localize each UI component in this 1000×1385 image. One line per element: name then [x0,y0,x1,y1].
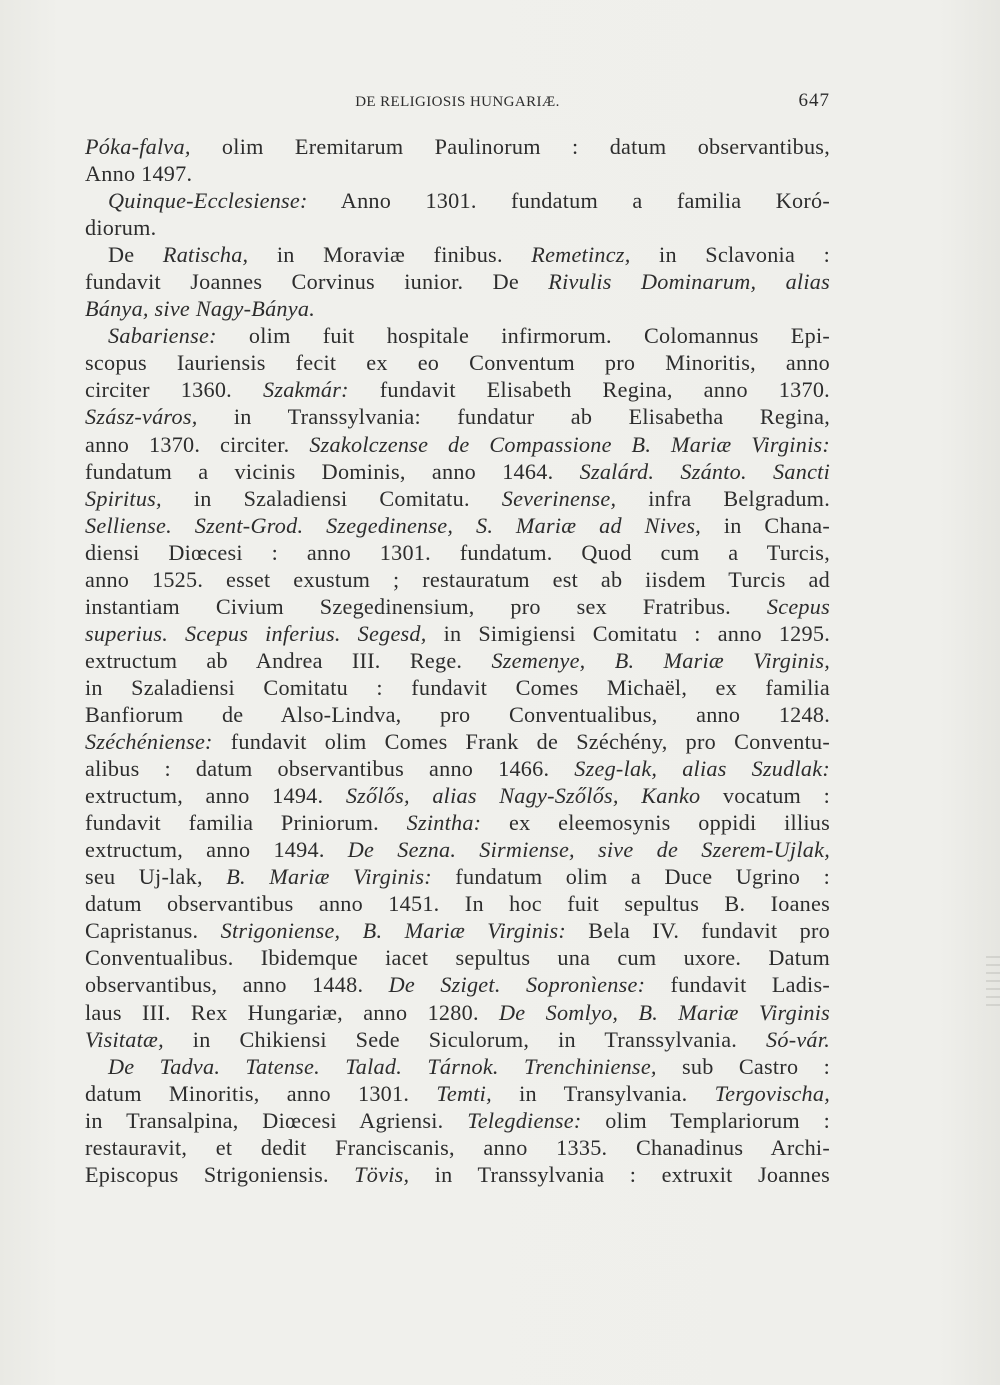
text-line [85,133,830,160]
text-line [85,187,830,214]
text-run: scopus Iauriensis fecit ex eo Conventum pro Minoritis, anno [85,350,830,376]
text-run: datum Minoritis, anno 1301. [85,1080,437,1106]
italic-place-name: Remetincz, [531,242,631,268]
text-run: olim Eremitarum Paulinorum : datum observantibus, [190,134,830,159]
text-line [85,431,830,458]
text-run: in Transalpina, Diœcesi Agriensi. [85,1107,468,1133]
text-run: in Chikiensi Sede Siculorum, in Transsylvania. [163,1026,766,1052]
text-run: fundavit Ladis- [645,972,830,998]
italic-place-name: Szakolczense de Compassione B. Mariæ Virginis: [309,431,831,457]
text-run: fundatum olim a Duce Ugrino : [431,864,830,890]
text-run: in Moraviæ finibus. [248,242,532,268]
italic-place-name: De Sezna. Sirmiense, sive de Szerem-Ujlak, [347,837,830,863]
italic-place-name: Tövis, [354,1161,410,1187]
text-line [85,917,830,944]
text-run: ex eleemosynis oppidi illius [481,810,830,836]
text-run: in Transsylvania : extruxit Joannes [409,1161,830,1187]
text-line [85,728,830,755]
text-run: laus III. Rex Hungariæ, anno 1280. [85,999,499,1025]
italic-place-name: Széchéniense: [85,729,213,755]
text-run: in Transylvania. [491,1080,715,1106]
body-text [85,133,830,1188]
text-line [85,241,830,268]
text-run: diensi Diœcesi : anno 1301. fundatum. Quod cum a Turcis, [85,539,830,565]
italic-place-name: superius. Scepus inferius. Segesd, [85,620,427,646]
text-run: fundavit Joannes Corvinus iunior. De [85,269,549,295]
italic-place-name: Rivulis Dominarum, alias [548,269,830,295]
italic-place-name: Tergovischa, [714,1080,831,1106]
italic-place-name: Visitatæ, [85,1026,164,1052]
text-run: extructum ab Andrea III. Rege. [85,647,492,673]
text-line [85,1161,830,1188]
text-line [85,971,830,998]
text-line [85,295,830,322]
italic-place-name: Szintha: [406,810,482,836]
text-line [85,322,830,349]
text-line [85,1134,830,1161]
text-line [85,512,830,539]
italic-place-name: Strigoniense, B. Mariæ Virginis: [220,918,566,944]
italic-place-name: Temti, [436,1080,492,1106]
italic-place-name: Spiritus, [85,485,162,511]
text-run: datum observantibus anno 1451. In hoc fuit sepultus B. Ioanes [85,891,830,917]
text-line [85,539,830,566]
text-run: alibus : datum observantibus anno 1466. [85,756,575,782]
text-run: anno 1370. circiter. [85,431,310,457]
italic-place-name: Ratischa, [162,242,249,268]
text-run: Capristanus. [85,918,221,944]
text-run: anno 1525. esset exustum ; restauratum est ab iisdem Turcis ad [85,566,830,592]
text-run: instantiam Civium Szegedinensium, pro sex Fratribus. [85,593,767,619]
text-run: vocatum : [700,783,830,809]
text-run: infra Belgradum. [616,485,830,511]
text-run: in Szaladiensi Comitatu. [161,485,502,511]
text-run: olim fuit hospitale infirmorum. Colomannus Epi- [216,323,830,349]
text-run: fundavit Elisabeth Regina, anno 1370. [348,377,830,403]
text-run: fundavit olim Comes Frank de Széchény, pro Conventu- [212,729,830,755]
text-run: Episcopus Strigoniensis. [85,1161,355,1187]
text-line [85,782,830,809]
text-line [85,214,830,241]
italic-place-name: Telegdiense: [467,1107,582,1133]
italic-place-name: De Somlyo, B. Mariæ Virginis [499,999,831,1025]
text-line [85,458,830,485]
text-line [85,566,830,593]
text-line [85,1080,830,1107]
text-line [85,1053,830,1080]
text-run: Bela IV. fundavit pro [565,918,830,944]
text-line [85,1107,830,1134]
text-line [85,674,830,701]
italic-place-name: Póka-falva, [85,134,191,159]
text-run: seu Uj-lak, [85,864,227,890]
italic-place-name: De Tadva. Tatense. Talad. Tárnok. Trenchiniense, [108,1053,657,1079]
text-run: in Simigiensi Comitatu : anno 1295. [426,620,830,646]
text-run: De [108,242,163,268]
text-line [85,999,830,1026]
text-run: in Szaladiensi Comitatu : fundavit Comes Michaël, ex familia [85,674,830,700]
text-run: diorum. [85,215,157,241]
text-line [85,836,830,863]
text-run: Anno 1301. fundatum a familia Koró- [307,188,830,214]
italic-place-name: Szeg-lak, alias Szudlak: [574,756,830,782]
text-run: observantibus, anno 1448. [85,972,389,998]
text-line [85,890,830,917]
text-line [85,647,830,674]
text-run: sub Castro : [656,1053,830,1079]
text-run: extructum, anno 1494. [85,783,346,809]
italic-place-name: Szalárd. Szánto. Sancti [579,458,830,484]
italic-place-name: Szemenye, B. Mariæ Virginis, [491,647,830,673]
text-line [85,160,830,187]
text-run: fundatum a vicinis Dominis, anno 1464. [85,458,580,484]
page-header [85,90,830,116]
italic-place-name: Scepus [766,593,830,619]
italic-place-name: Só-vár. [766,1026,830,1052]
italic-place-name: Quinque-Ecclesiense: [108,188,308,214]
text-run: in Chana- [701,512,830,538]
text-line [85,485,830,512]
italic-place-name: B. Mariæ Virginis: [226,864,432,890]
text-run: extructum, anno 1494. [85,837,348,863]
text-line [85,620,830,647]
text-run: olim Templariorum : [581,1107,831,1133]
text-line [85,809,830,836]
italic-place-name: Sabariense: [108,323,217,349]
text-run: restauravit, et dedit Franciscanis, anno 1335. Chanadinus Archi- [85,1134,830,1160]
italic-place-name: Selliense. Szent-Grod. Szegedinense, S. Mariæ ad Nives, [85,512,702,538]
italic-place-name: Bánya, sive Nagy-Bánya. [85,296,316,322]
italic-place-name: Szász-város, [85,404,198,430]
text-run: in Transsylvania: fundatur ab Elisabetha Regina, [197,404,830,430]
page-number: 647 [798,90,830,111]
text-line [85,1026,830,1053]
bleed-through-marks [986,950,1000,1060]
italic-place-name: Szőlős, alias Nagy-Szőlős, Kanko [345,783,701,809]
text-line [85,701,830,728]
text-run: Conventualibus. Ibidemque iacet sepultus una cum uxore. Datum [85,945,830,971]
text-line [85,376,830,403]
text-run: circiter 1360. [85,377,263,403]
text-line [85,268,830,295]
text-run: Banfiorum de Also-Lindva, pro Conventualibus, anno 1248. [85,701,830,727]
text-line [85,403,830,430]
italic-place-name: Severinense, [501,485,617,511]
text-run: fundavit familia Priniorum. [85,810,407,836]
text-line [85,944,830,971]
text-run: Anno 1497. [85,161,193,187]
text-line [85,593,830,620]
italic-place-name: Szakmár: [262,377,349,403]
italic-place-name: De Sziget. Sopronìense: [388,972,646,998]
text-line [85,863,830,890]
text-run: in Sclavonia : [630,242,830,268]
text-line [85,755,830,782]
text-line [85,349,830,376]
running-title: DE RELIGIOSIS HUNGARIÆ. [355,94,560,110]
